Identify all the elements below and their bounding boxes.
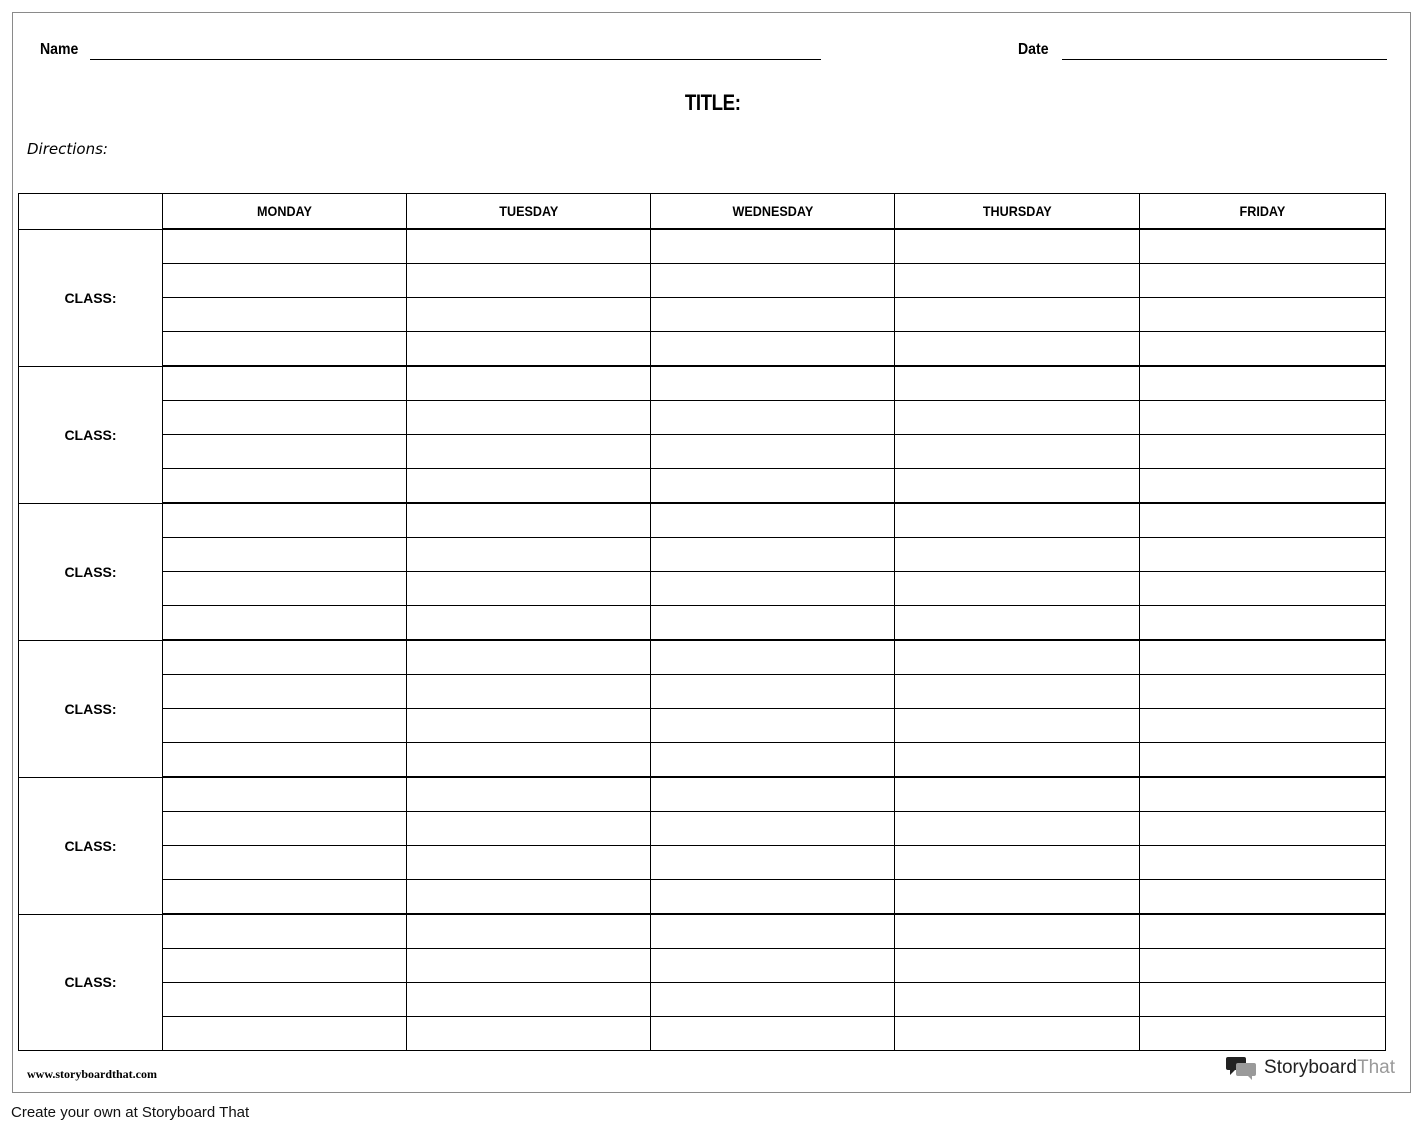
slot-wednesday[interactable] [651,812,895,846]
day-header-label: WEDNESDAY [732,203,813,219]
slot-tuesday[interactable] [407,298,651,332]
planner-line-row [19,606,1386,641]
slot-friday[interactable] [1140,709,1386,743]
slot-friday[interactable] [1140,812,1386,846]
slot-thursday[interactable] [895,366,1140,401]
slot-wednesday[interactable] [651,469,895,504]
slot-tuesday[interactable] [407,401,651,435]
day-header-friday [1140,194,1386,230]
class-label-cell: CLASS: [19,777,163,914]
slot-wednesday[interactable] [651,572,895,606]
slot-tuesday[interactable] [407,743,651,778]
slot-tuesday[interactable] [407,229,651,264]
slot-thursday[interactable] [895,640,1140,675]
slot-wednesday[interactable] [651,264,895,298]
slot-thursday[interactable] [895,675,1140,709]
slot-monday[interactable] [163,469,407,504]
slot-thursday[interactable] [895,880,1140,915]
slot-monday[interactable] [163,366,407,401]
slot-friday[interactable] [1140,469,1386,504]
slot-friday[interactable] [1140,332,1386,367]
slot-friday[interactable] [1140,743,1386,778]
slot-thursday[interactable] [895,503,1140,538]
slot-monday[interactable] [163,572,407,606]
slot-tuesday[interactable] [407,640,651,675]
name-line [90,59,821,60]
slot-thursday[interactable] [895,743,1140,778]
slot-thursday[interactable] [895,1017,1140,1051]
slot-wednesday[interactable] [651,401,895,435]
slot-wednesday[interactable] [651,846,895,880]
planner-line-row [19,332,1386,367]
day-header-thursday [895,194,1140,230]
slot-friday[interactable] [1140,675,1386,709]
slot-monday[interactable] [163,503,407,538]
planner-line-row [19,846,1386,880]
slot-monday[interactable] [163,264,407,298]
planner-line-row [19,298,1386,332]
slot-thursday[interactable] [895,606,1140,641]
planner-line-row [19,469,1386,504]
slot-wednesday[interactable] [651,366,895,401]
slot-tuesday[interactable] [407,264,651,298]
slot-thursday[interactable] [895,846,1140,880]
corner-cell [19,194,163,230]
slot-thursday[interactable] [895,469,1140,504]
slot-tuesday[interactable] [407,572,651,606]
planner-line-row [19,229,1386,264]
slot-friday[interactable] [1140,880,1386,915]
planner-line-row [19,949,1386,983]
slot-tuesday[interactable] [407,332,651,367]
slot-friday[interactable] [1140,983,1386,1017]
slot-tuesday[interactable] [407,709,651,743]
slot-thursday[interactable] [895,332,1140,367]
weekly-planner [18,193,1386,1051]
planner-line-row [19,264,1386,298]
slot-wednesday[interactable] [651,229,895,264]
slot-friday[interactable] [1140,298,1386,332]
slot-monday[interactable] [163,435,407,469]
slot-wednesday[interactable] [651,435,895,469]
slot-thursday[interactable] [895,401,1140,435]
planner-line-row [19,812,1386,846]
slot-thursday[interactable] [895,914,1140,949]
slot-thursday[interactable] [895,983,1140,1017]
slot-wednesday[interactable] [651,332,895,367]
slot-wednesday[interactable] [651,1017,895,1051]
slot-tuesday[interactable] [407,675,651,709]
planner-line-row [19,709,1386,743]
planner-line-row [19,640,1386,675]
slot-wednesday[interactable] [651,606,895,641]
brand-logo [1226,1055,1395,1081]
slot-friday[interactable] [1140,640,1386,675]
slot-wednesday[interactable] [651,880,895,915]
slot-friday[interactable] [1140,1017,1386,1051]
slot-monday[interactable] [163,743,407,778]
slot-friday[interactable] [1140,777,1386,812]
slot-monday[interactable] [163,777,407,812]
planner-line-row [19,675,1386,709]
slot-tuesday[interactable] [407,366,651,401]
slot-tuesday[interactable] [407,949,651,983]
slot-monday[interactable] [163,949,407,983]
planner-line-row [19,880,1386,915]
slot-tuesday[interactable] [407,469,651,504]
slot-thursday[interactable] [895,949,1140,983]
slot-friday[interactable] [1140,435,1386,469]
name-label: Name [40,41,79,58]
planner-table [18,193,1386,1051]
day-header-monday [163,194,407,230]
day-header-label: MONDAY [257,203,312,219]
slot-wednesday[interactable] [651,983,895,1017]
date-label: Date [1018,41,1049,58]
slot-tuesday[interactable] [407,503,651,538]
slot-monday[interactable] [163,983,407,1017]
slot-friday[interactable] [1140,949,1386,983]
class-label-cell: CLASS: [19,640,163,777]
slot-monday[interactable] [163,538,407,572]
planner-line-row [19,777,1386,812]
slot-friday[interactable] [1140,846,1386,880]
planner-line-row [19,435,1386,469]
slot-wednesday[interactable] [651,709,895,743]
slot-wednesday[interactable] [651,914,895,949]
slot-monday[interactable] [163,675,407,709]
day-header-label: FRIDAY [1239,203,1286,219]
slot-thursday[interactable] [895,709,1140,743]
planner-line-row [19,914,1386,949]
slot-tuesday[interactable] [407,777,651,812]
slot-thursday[interactable] [895,777,1140,812]
slot-tuesday[interactable] [407,812,651,846]
planner-line-row [19,538,1386,572]
slot-monday[interactable] [163,846,407,880]
website-text: www.storyboardthat.com [27,1067,157,1081]
day-header-tuesday [407,194,651,230]
slot-monday[interactable] [163,640,407,675]
slot-monday[interactable] [163,709,407,743]
slot-wednesday[interactable] [651,298,895,332]
slot-thursday[interactable] [895,229,1140,264]
planner-line-row [19,503,1386,538]
slot-thursday[interactable] [895,264,1140,298]
slot-friday[interactable] [1140,572,1386,606]
directions-label: Directions: [27,140,108,158]
day-header-row [19,194,1386,230]
slot-thursday[interactable] [895,538,1140,572]
class-label-cell: CLASS: [19,229,163,366]
class-label-cell: CLASS: [19,503,163,640]
slot-tuesday[interactable] [407,538,651,572]
slot-friday[interactable] [1140,914,1386,949]
planner-line-row [19,366,1386,401]
page-title: TITLE: [684,90,741,115]
slot-monday[interactable] [163,1017,407,1051]
slot-tuesday[interactable] [407,606,651,641]
class-label-cell: CLASS: [19,366,163,503]
slot-monday[interactable] [163,401,407,435]
date-line [1062,59,1387,60]
slot-friday[interactable] [1140,366,1386,401]
slot-tuesday[interactable] [407,880,651,915]
slot-friday[interactable] [1140,229,1386,264]
slot-monday[interactable] [163,606,407,641]
slot-monday[interactable] [163,229,407,264]
day-header-label: THURSDAY [982,203,1052,219]
slot-friday[interactable] [1140,538,1386,572]
slot-friday[interactable] [1140,401,1386,435]
slot-friday[interactable] [1140,606,1386,641]
slot-wednesday[interactable] [651,640,895,675]
planner-line-row [19,572,1386,606]
planner-line-row [19,1017,1386,1051]
slot-thursday[interactable] [895,812,1140,846]
day-header-wednesday [651,194,895,230]
slot-tuesday[interactable] [407,435,651,469]
slot-monday[interactable] [163,914,407,949]
brand-name: StoryboardThat [1264,1057,1395,1078]
slot-monday[interactable] [163,880,407,915]
create-your-own-text: Create your own at Storyboard That [11,1104,250,1121]
slot-wednesday[interactable] [651,743,895,778]
slot-tuesday[interactable] [407,914,651,949]
slot-tuesday[interactable] [407,846,651,880]
slot-wednesday[interactable] [651,949,895,983]
slot-friday[interactable] [1140,264,1386,298]
slot-thursday[interactable] [895,298,1140,332]
planner-line-row [19,983,1386,1017]
slot-thursday[interactable] [895,572,1140,606]
slot-thursday[interactable] [895,435,1140,469]
day-header-label: TUESDAY [498,203,559,219]
slot-tuesday[interactable] [407,983,651,1017]
slot-monday[interactable] [163,332,407,367]
planner-line-row [19,743,1386,778]
slot-tuesday[interactable] [407,1017,651,1051]
slot-friday[interactable] [1140,503,1386,538]
slot-monday[interactable] [163,298,407,332]
slot-monday[interactable] [163,812,407,846]
speech-bubbles-icon [1226,1055,1258,1081]
slot-wednesday[interactable] [651,538,895,572]
planner-line-row [19,401,1386,435]
slot-wednesday[interactable] [651,675,895,709]
slot-wednesday[interactable] [651,777,895,812]
class-label-cell: CLASS: [19,914,163,1051]
slot-wednesday[interactable] [651,503,895,538]
